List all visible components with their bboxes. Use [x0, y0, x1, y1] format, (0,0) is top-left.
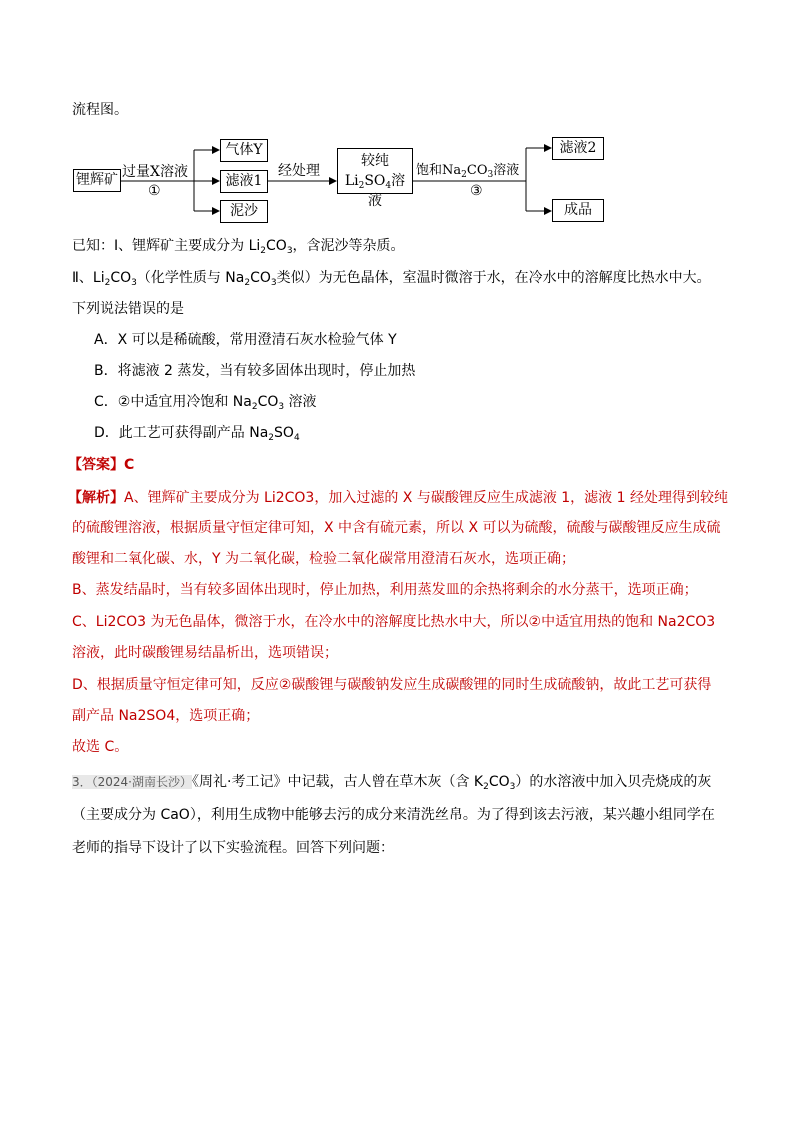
- analysis-line-5: C、Li2CO3 为无色晶体，微溶于水，在冷水中的溶解度比热水中大，所以②中适宜用热的饱和 Na2CO3: [72, 614, 716, 630]
- analysis-line-1: 【解析】A、锂辉矿主要成分为 Li2CO3，加入过滤的 X 与碳酸锂反应生成滤液 1，滤液 1 经处理得到较纯: [68, 490, 728, 506]
- option-c: C．②中适宜用冷饱和 $Na_2CO_3$ 溶液: [94, 394, 317, 412]
- q3-source-tag: 3．（2024·湖南长沙）: [72, 775, 192, 789]
- filtrate2-box: 滤液2: [552, 137, 604, 160]
- analysis-line-6: 溶液，此时碳酸锂易结晶析出，选项错误；: [72, 645, 338, 661]
- intro-text: 流程图。: [72, 102, 128, 118]
- analysis-line-4: B、蒸发结晶时，当有较多固体出现时，停止加热，利用蒸发皿的余热将剩余的水分蒸干，选项正确；: [72, 582, 698, 598]
- process-label: 经处理: [278, 163, 320, 179]
- analysis-line-7: D、根据质量守恒定律可知，反应②碳酸锂与碳酸钠发应生成碳酸锂的同时生成硫酸钠，故此工艺可获得: [72, 677, 712, 693]
- option-a: A．X 可以是稀硫酸，常用澄清石灰水检验气体 Y: [94, 332, 397, 348]
- q3-line-3: 老师的指导下设计了以下实验流程。回答下列问题：: [72, 840, 394, 856]
- product-box: 成品: [552, 199, 604, 222]
- step1-label: ①: [148, 183, 161, 199]
- mud-box: 泥沙: [220, 200, 268, 223]
- q3-line-2: （主要成分为 CaO），利用生成物中能够去污的成分来清洗丝帛。为了得到该去污液，某兴趣小组同学在: [72, 807, 715, 823]
- pure-li2so4-box: [337, 148, 413, 209]
- step3-label: ③: [470, 183, 483, 199]
- pure-line1: 较纯: [361, 153, 389, 169]
- answer: 【答案】C: [68, 457, 135, 473]
- known-ii: Ⅱ、$Li_2CO_3$（化学性质与 $Na_2CO_3$类似）为无色晶体，室温时微溶于水，在冷水中的溶解度比热水中大。: [72, 270, 711, 288]
- known-i: 已知：Ⅰ、锂辉矿主要成分为 $Li_2CO_3$，含泥沙等杂质。: [72, 238, 405, 256]
- q3-line-1: 3．（2024·湖南长沙）《周礼·考工记》中记载，古人曾在草木灰（含 $K_2CO_3$）的水溶液中加入贝壳烧成的灰: [72, 774, 712, 792]
- question-stem: 下列说法错误的是: [72, 301, 184, 317]
- pure-line2: $Li_2SO_4$溶液: [344, 173, 406, 209]
- analysis-line-3: 酸锂和二氧化碳、水，Y 为二氧化碳，检验二氧化碳常用澄清石灰水，选项正确；: [72, 551, 575, 567]
- option-b: B．将滤液 2 蒸发，当有较多固体出现时，停止加热: [94, 363, 416, 379]
- option-d: D．此工艺可获得副产品 $Na_2SO_4$: [94, 425, 300, 443]
- filtrate1-box: 滤液1: [220, 170, 268, 193]
- gas-y-box: 气体Y: [220, 139, 268, 162]
- reagent1-label: 过量X溶液: [122, 164, 188, 180]
- analysis-line-2: 的硫酸锂溶液，根据质量守恒定律可知，X 中含有硫元素，所以 X 可以为硫酸，硫酸与碳酸锂反应生成硫: [72, 520, 721, 536]
- analysis-line-9: 故选 C。: [72, 739, 129, 755]
- raw-ore-box: 锂辉矿: [73, 169, 121, 192]
- analysis-line-8: 副产品 Na2SO4，选项正确；: [72, 708, 260, 724]
- reagent2-label: 饱和$Na_2CO_3$溶液: [416, 163, 520, 180]
